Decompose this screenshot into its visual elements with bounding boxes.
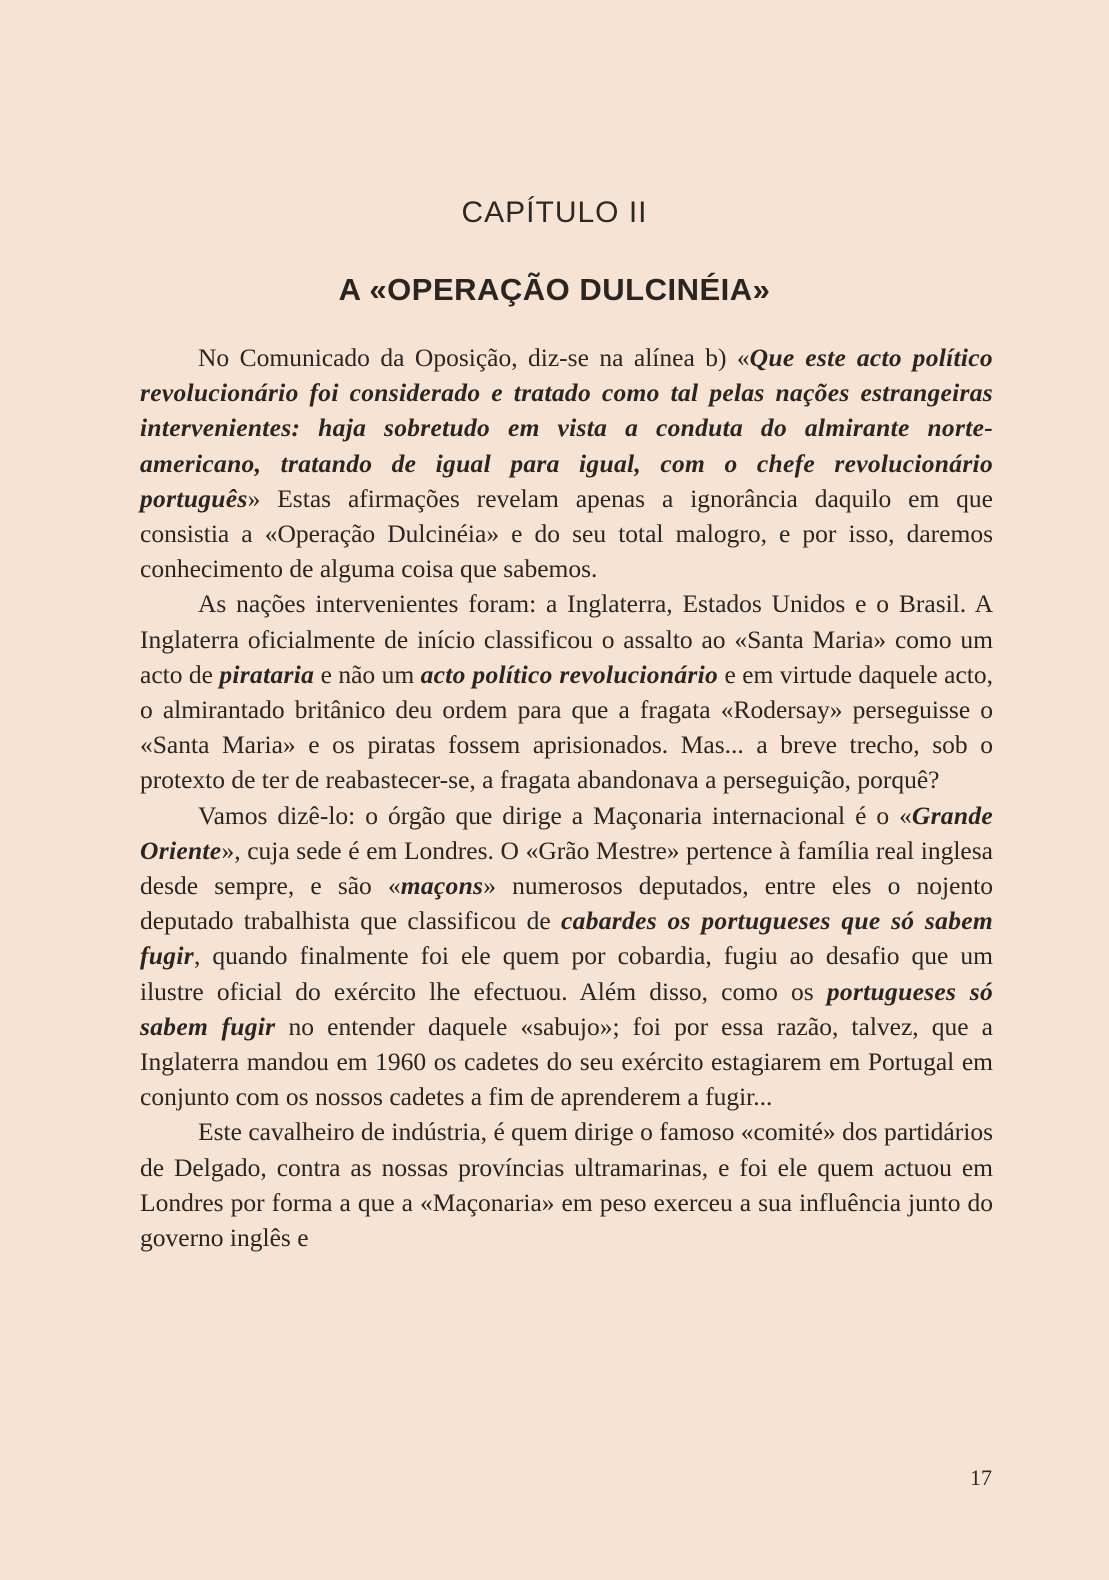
body-text — [140, 340, 993, 1255]
italic-run: portugueses só sabem fugir — [140, 976, 993, 1041]
paragraph — [140, 586, 993, 797]
text-run: Este cavalheiro de indústria, é quem dirige o famoso «comité» dos partidários de Delgado, contra as nossas províncias ultramarinas, e foi ele quem actuou em Londres por forma a que a «Maçonaria» em peso exerceu a sua influência junto do governo inglês e — [140, 1117, 993, 1253]
text-run: » Estas afirmações revelam apenas a ignorância daquilo em que consistia a «Operação Dulcinéia» e do seu total malogro, e por isso, daremos conhecimento de alguma coisa que sabemos. — [140, 483, 993, 584]
paragraph — [140, 798, 993, 1115]
italic-run: acto político revolucionário — [420, 659, 719, 689]
text-run: » numerosos deputados, entre eles o nojento deputado trabalhista que classificou de — [140, 871, 993, 936]
paragraph — [140, 1114, 993, 1255]
text-run: Vamos dizê-lo: o órgão que dirige a Maçonaria internacional é o « — [198, 800, 912, 830]
italic-run: Que este acto político revolucionário foi considerado e tratado como tal pelas nações estrangeiras intervenientes: haja sobretudo em vista a conduta do almirante norte-americano, tratando de igual para igual, com o chefe revolucionário português — [140, 343, 993, 513]
text-run: , quando finalmente foi ele quem por cobardia, fugiu ao desafio que um ilustre oficial do exército lhe efectuou. Além disso, como os — [140, 941, 993, 1006]
italic-run: cabardes os portugueses que só sabem fugir — [140, 906, 993, 971]
italic-run: Grande Oriente — [140, 800, 993, 865]
chapter-label: CAPÍTULO II — [461, 196, 648, 229]
text-run: », cuja sede é em Londres. O «Grão Mestre» pertence à família real inglesa desde sempre, e são « — [140, 835, 993, 901]
text-run: As nações intervenientes foram: a Inglaterra, Estados Unidos e o Brasil. A Inglaterra oficialmente de início classificou o assalto ao «Santa Maria» como um acto de — [140, 589, 993, 689]
page-number: 17 — [970, 1465, 992, 1490]
chapter-title: A «OPERAÇÃO DULCINÉIA» — [338, 272, 771, 307]
text-run: No Comunicado da Oposição, diz-se na alínea b) « — [198, 343, 750, 372]
text-run: no entender daquele «sabujo»; foi por essa razão, talvez, que a Inglaterra mandou em 1960 os cadetes do seu exército estagiarem em Portugal em conjunto com os nossos cadetes a fim de aprenderem a fugir... — [140, 1011, 993, 1112]
italic-run: pirataria — [219, 659, 315, 689]
italic-run: maçons — [400, 871, 484, 901]
paragraph — [140, 340, 993, 586]
text-run: e em virtude daquele acto, o almirantado britânico deu ordem para que a fragata «Rodersay» perseguisse o «Santa Maria» e os piratas fossem aprisionados. Mas... a breve trecho, sob o protexto de ter de reabastecer-se, a fragata abandonava a perseguição, porquê? — [140, 659, 993, 795]
text-run: e não um — [314, 659, 421, 689]
